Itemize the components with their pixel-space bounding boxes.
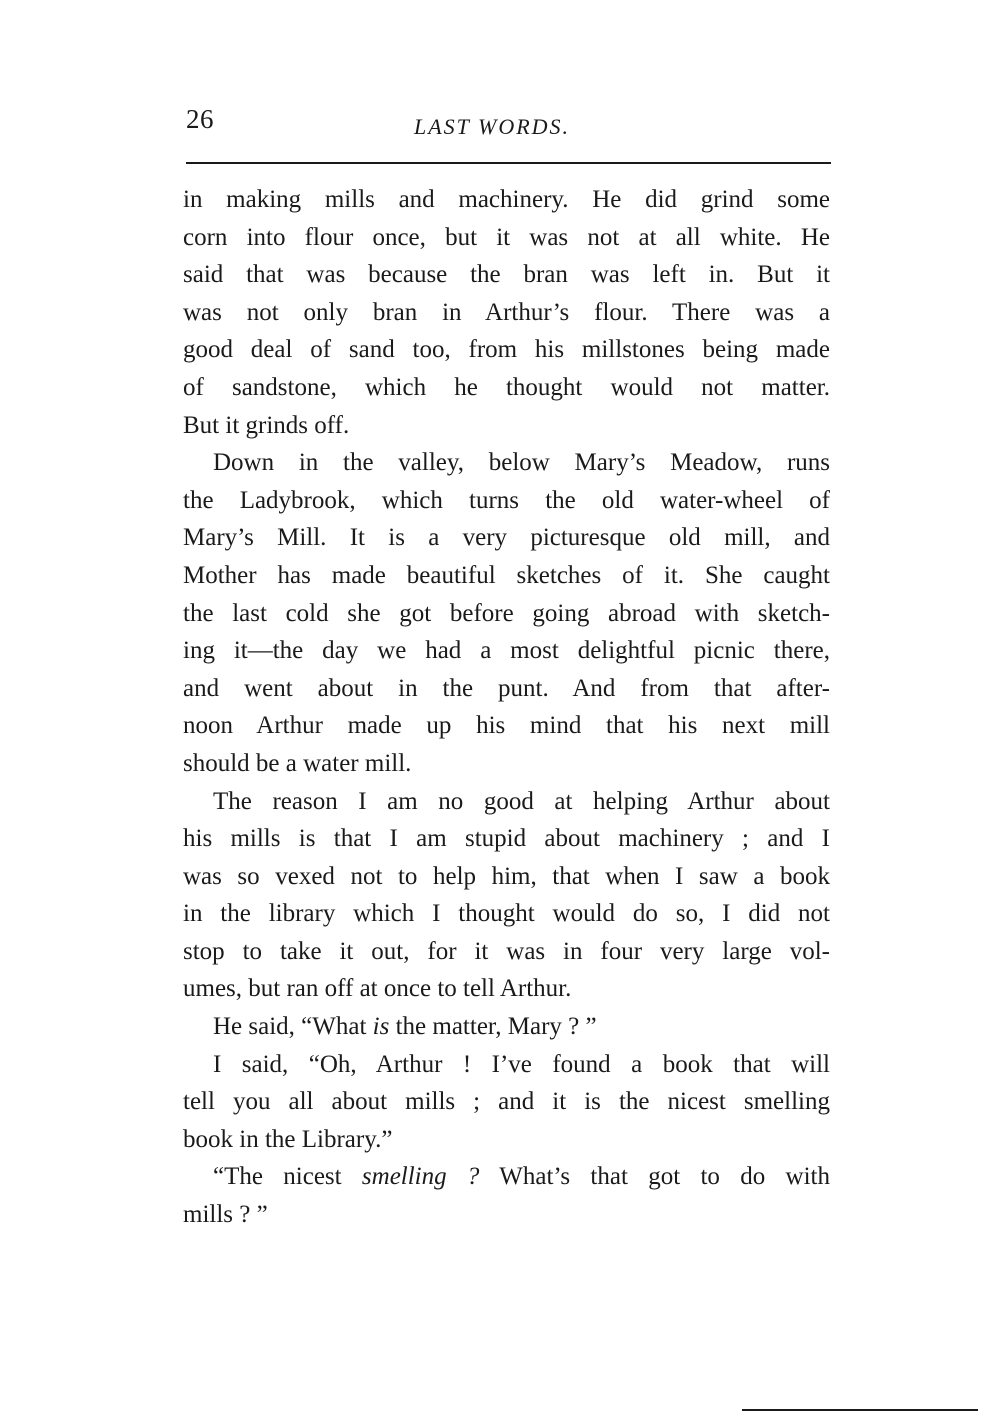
text-line: in the library which I thought would do so, I did not <box>183 900 830 928</box>
text-line: ing it—the day we had a most delightful picnic there, <box>183 637 830 665</box>
paragraph-2 <box>183 444 830 782</box>
text-run: He said, “What <box>213 1013 373 1041</box>
paragraph-3 <box>183 783 830 1009</box>
text-line <box>183 1158 830 1196</box>
text-line: should be a water mill. <box>183 749 412 777</box>
text-line: Mary’s Mill. It is a very picturesque old mill, and <box>183 524 830 552</box>
body-text <box>183 181 830 1234</box>
text-line: umes, but ran off at once to tell Arthur. <box>183 975 572 1003</box>
text-line <box>183 1008 830 1046</box>
text-line: said that was because the bran was left in. But it <box>183 261 830 289</box>
emphasized-word: is <box>372 1013 390 1041</box>
text-line: noon Arthur made up his mind that his next mill <box>183 712 830 740</box>
paragraph-4 <box>183 1008 830 1046</box>
bottom-edge-rule <box>742 1409 978 1411</box>
paragraph-6 <box>183 1158 830 1233</box>
text-run: What’s that got to do with <box>479 1163 830 1191</box>
text-line: I said, “Oh, Arthur ! I’ve found a book that will <box>213 1050 830 1078</box>
text-line: his mills is that I am stupid about machinery ; and I <box>183 825 830 853</box>
text-run: the matter, Mary ? ” <box>389 1013 597 1041</box>
text-line: was not only bran in Arthur’s flour. There was a <box>183 298 830 326</box>
text-run: “The nicest <box>213 1163 362 1191</box>
text-line: the last cold she got before going abroad with sketch- <box>183 599 830 627</box>
paragraph-5 <box>183 1046 830 1159</box>
text-line: was so vexed not to help him, that when I saw a book <box>183 862 830 890</box>
text-line: But it grinds off. <box>183 411 350 439</box>
text-line: of sandstone, which he thought would not matter. <box>183 373 830 401</box>
emphasized-word: smelling ? <box>361 1163 480 1191</box>
text-line: tell you all about mills ; and it is the nicest smelling <box>183 1088 830 1116</box>
paragraph-1 <box>183 181 830 444</box>
text-line: stop to take it out, for it was in four very large vol- <box>183 937 830 965</box>
text-line: good deal of sand too, from his millstones being made <box>183 336 830 364</box>
page-number: 26 <box>186 104 214 134</box>
running-title: LAST WORDS. <box>414 114 571 139</box>
text-line: corn into flour once, but it was not at all white. He <box>183 223 830 251</box>
text-line: book in the Library.” <box>183 1125 393 1153</box>
text-line: in making mills and machinery. He did grind some <box>183 186 830 213</box>
text-line: Mother has made beautiful sketches of it. She caught <box>183 561 830 589</box>
text-line: and went about in the punt. And from that after- <box>183 674 830 702</box>
text-line: mills ? ” <box>183 1201 268 1229</box>
text-line: Down in the valley, below Mary’s Meadow, runs <box>213 449 830 477</box>
text-line: the Ladybrook, which turns the old water-wheel of <box>183 486 830 514</box>
text-line: The reason I am no good at helping Arthur about <box>213 787 830 815</box>
header-rule <box>186 162 831 164</box>
